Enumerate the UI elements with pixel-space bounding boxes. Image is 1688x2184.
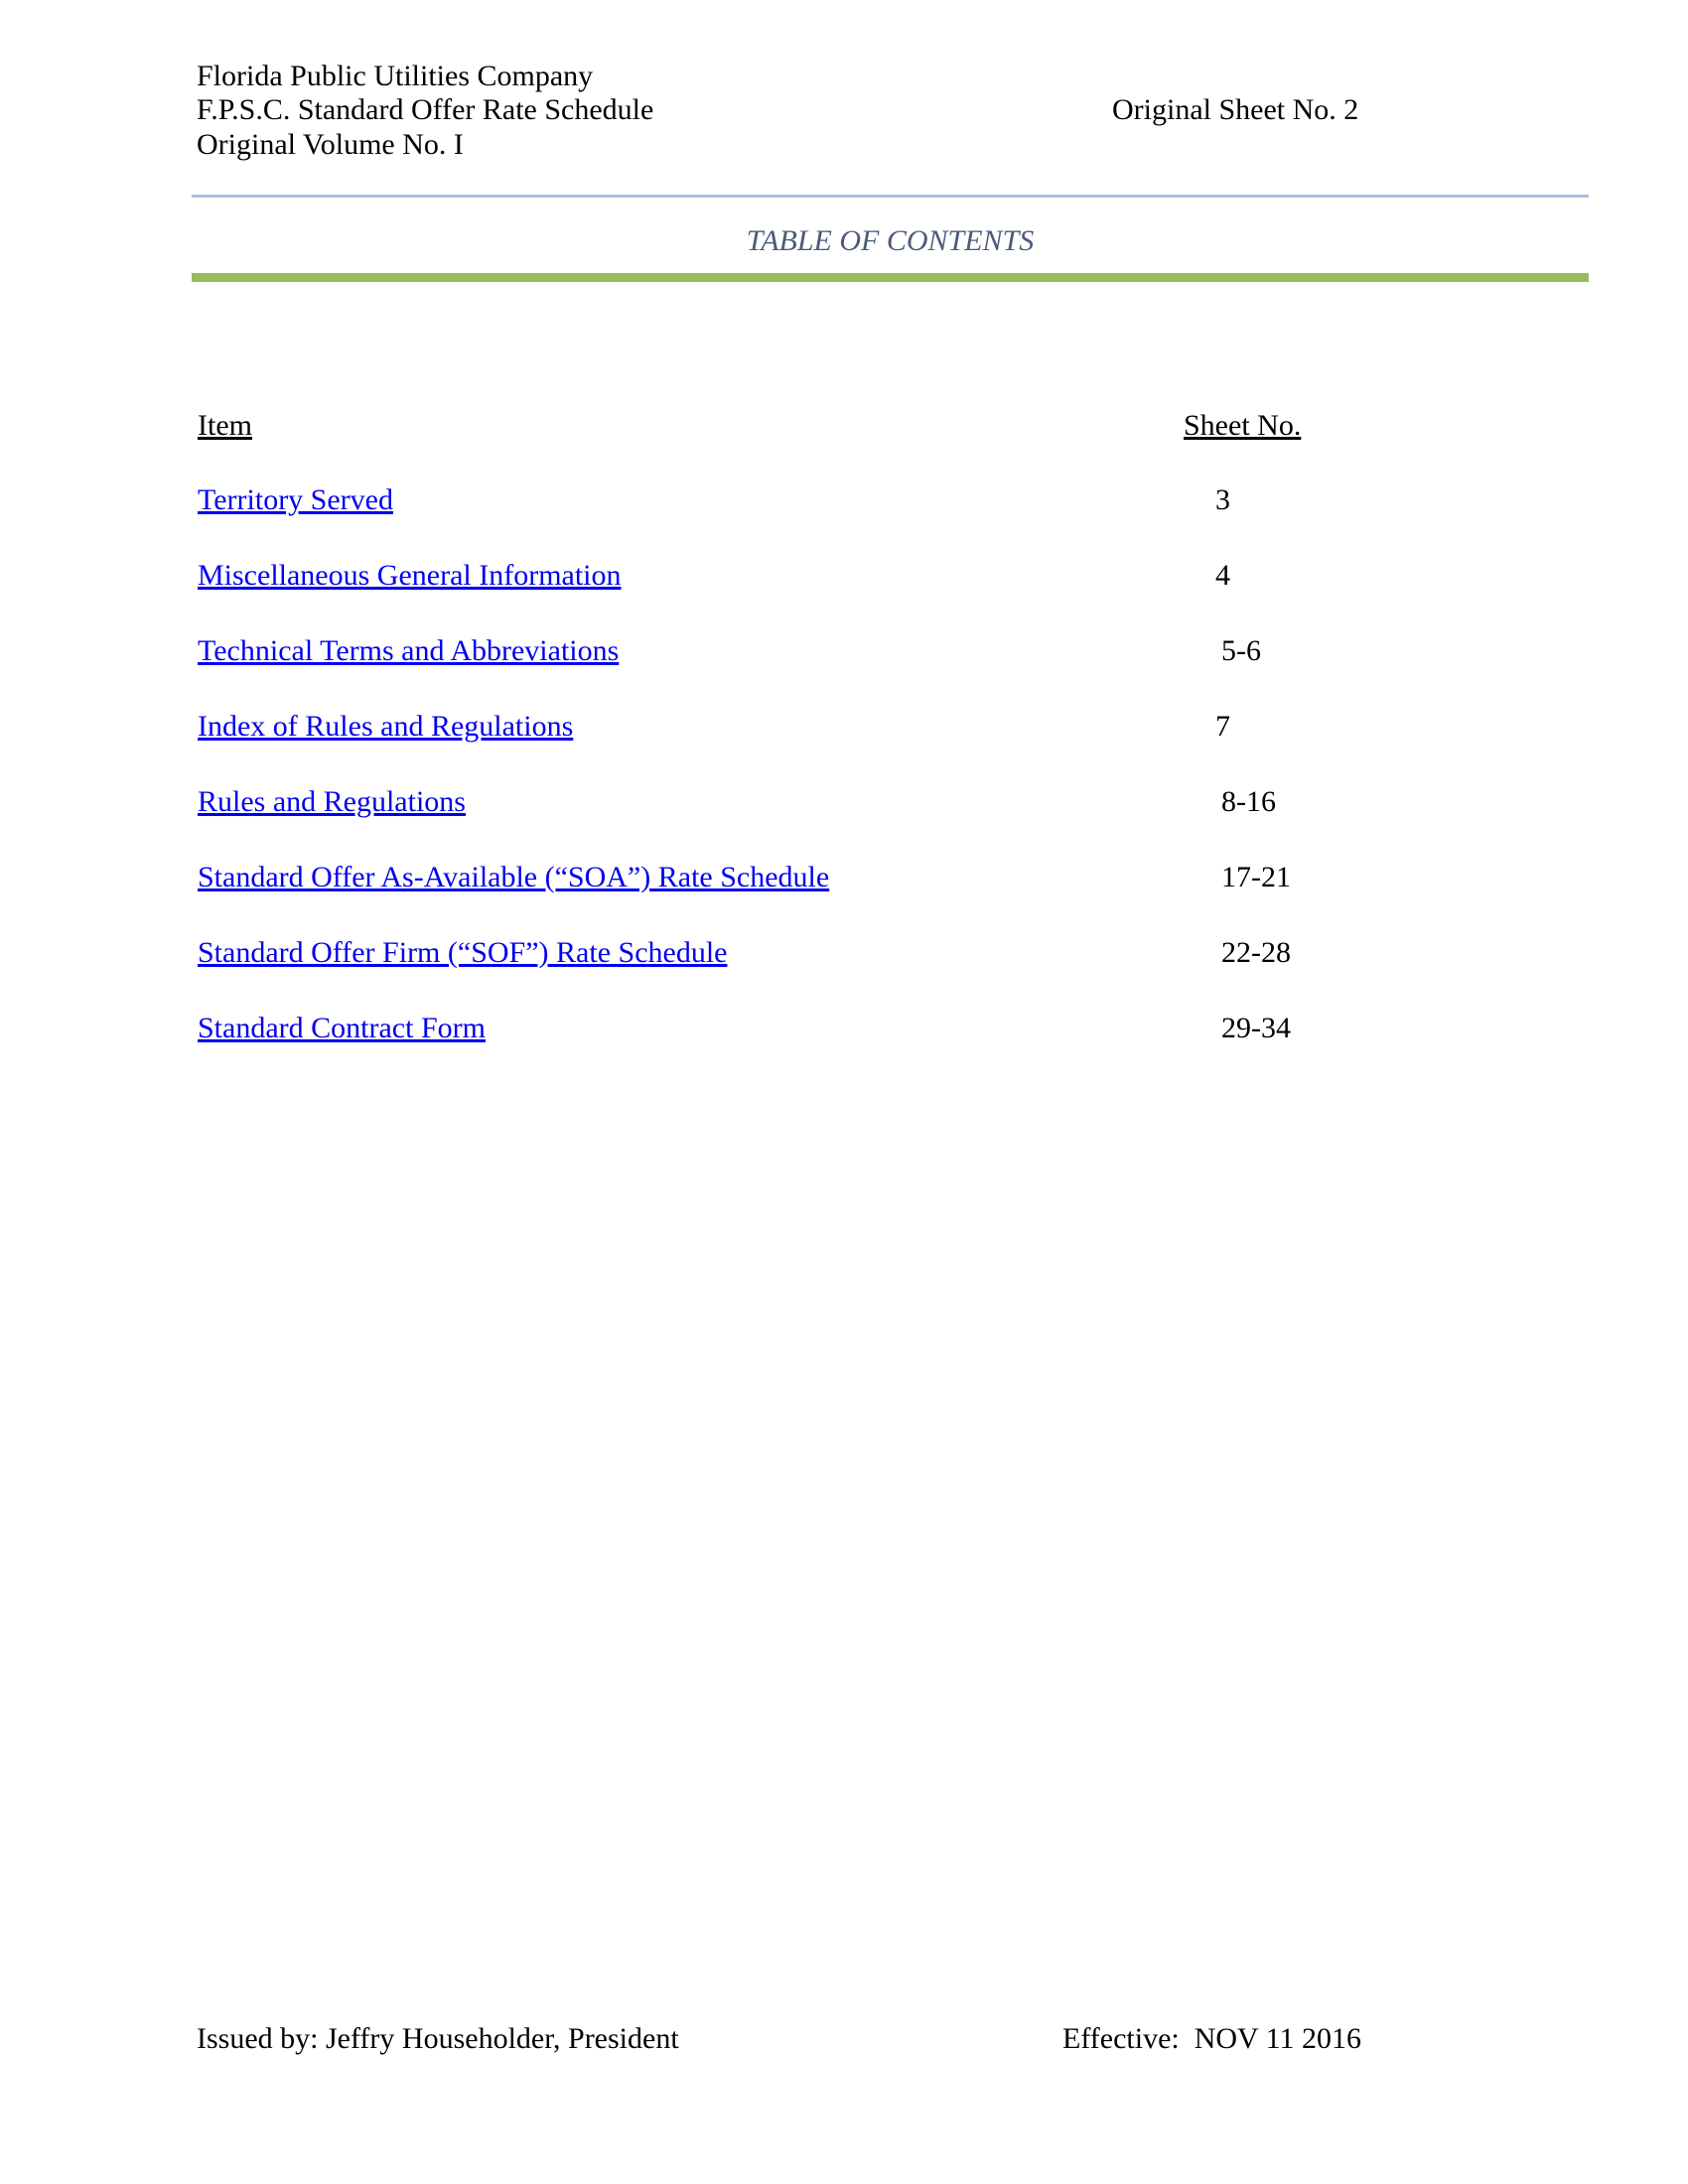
toc-sheet-number: 29-34	[1221, 1012, 1291, 1044]
toc-link-rules-and-regulations[interactable]: Rules and Regulations	[198, 785, 466, 818]
section-title: TABLE OF CONTENTS	[746, 224, 1035, 257]
toc-link-sof-rate-schedule[interactable]: Standard Offer Firm (“SOF”) Rate Schedule	[198, 936, 728, 969]
sheet-number: Original Sheet No. 2	[1112, 93, 1359, 126]
toc-link-misc-general-information[interactable]: Miscellaneous General Information	[198, 559, 622, 592]
volume-label: Original Volume No. I	[197, 128, 464, 161]
toc-sheet-number: 22-28	[1221, 936, 1291, 969]
toc-sheet-number: 17-21	[1221, 861, 1291, 893]
header-divider	[192, 195, 1589, 198]
issued-by: Issued by: Jeffry Householder, President	[197, 2022, 679, 2055]
toc-sheet-number: 5-6	[1221, 634, 1261, 667]
toc-row	[0, 634, 1688, 674]
title-divider	[192, 273, 1589, 282]
toc-link-territory-served[interactable]: Territory Served	[198, 483, 393, 516]
toc-row	[0, 785, 1688, 825]
toc-row	[0, 936, 1688, 976]
rate-schedule-name: F.P.S.C. Standard Offer Rate Schedule	[197, 93, 654, 126]
toc-link-technical-terms[interactable]: Technical Terms and Abbreviations	[198, 634, 620, 667]
toc-row	[0, 483, 1688, 523]
effective-date: Effective: NOV 11 2016	[1062, 2022, 1362, 2055]
toc-sheet-number: 7	[1215, 710, 1230, 743]
toc-row	[0, 861, 1688, 900]
toc-sheet-number: 8-16	[1221, 785, 1276, 818]
toc-row	[0, 1012, 1688, 1051]
company-name: Florida Public Utilities Company	[197, 60, 594, 92]
toc-sheet-number: 3	[1215, 483, 1230, 516]
toc-row	[0, 710, 1688, 750]
toc-sheet-number: 4	[1215, 559, 1230, 592]
toc-row	[0, 559, 1688, 599]
toc-link-soa-rate-schedule[interactable]: Standard Offer As-Available (“SOA”) Rate Schedule	[198, 861, 830, 893]
toc-link-index-of-rules[interactable]: Index of Rules and Regulations	[198, 710, 574, 743]
toc-link-standard-contract-form[interactable]: Standard Contract Form	[198, 1012, 486, 1044]
sheet-column-header: Sheet No.	[1184, 409, 1302, 442]
item-column-header: Item	[198, 409, 252, 442]
